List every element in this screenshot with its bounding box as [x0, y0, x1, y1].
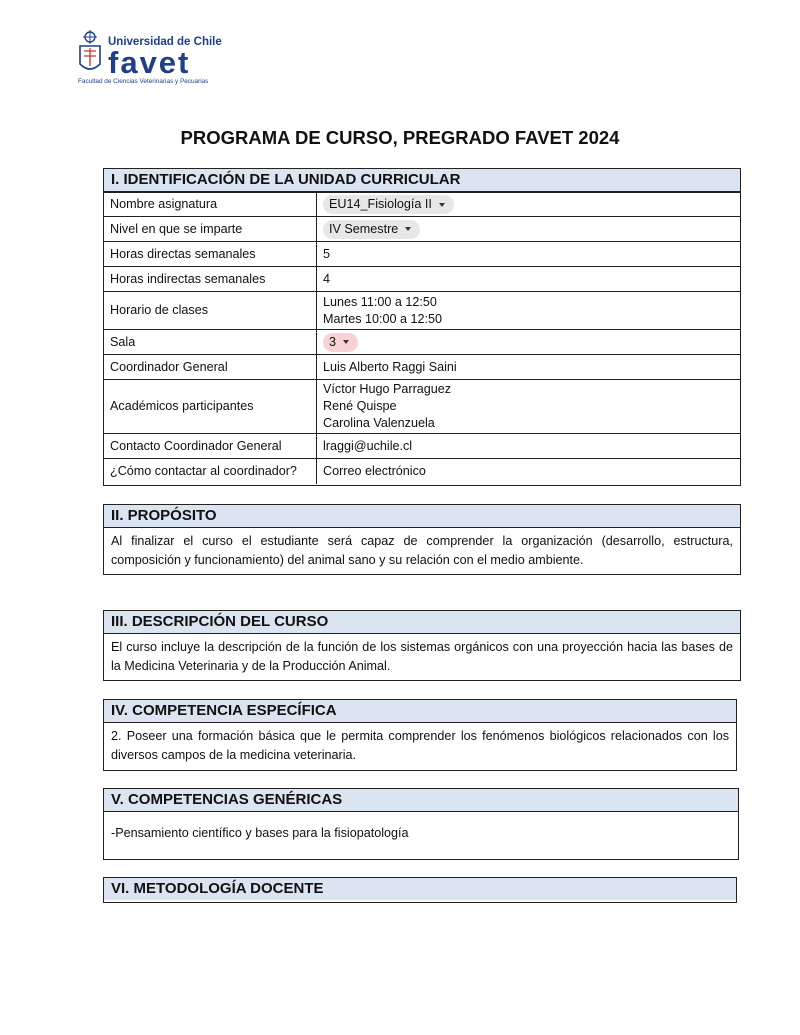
chevron-down-icon [439, 203, 445, 207]
level-value: IV Semestre [329, 221, 399, 236]
section-identificacion [103, 168, 741, 486]
table-row [104, 459, 740, 484]
row-value [317, 380, 741, 434]
chevron-down-icon [343, 340, 349, 344]
section-competencias-genericas-heading: V. COMPETENCIAS GENÉRICAS [104, 789, 738, 812]
table-row [104, 242, 740, 267]
section-competencia-especifica [103, 699, 737, 771]
section-competencia-especifica-heading: IV. COMPETENCIA ESPECÍFICA [104, 700, 736, 723]
academic-name: René Quispe [323, 399, 397, 413]
table-row [104, 380, 740, 434]
row-value [317, 292, 741, 330]
logo-wordmark: favet [108, 45, 191, 80]
row-value: Luis Alberto Raggi Saini [317, 355, 741, 380]
row-value: 4 [317, 267, 741, 292]
table-row [104, 217, 740, 242]
section-descripcion [103, 610, 741, 681]
room-dropdown[interactable] [323, 333, 358, 352]
level-dropdown[interactable] [323, 220, 420, 239]
row-label: Contacto Coordinador General [104, 434, 317, 459]
logo-university-text: Universidad de Chile [108, 36, 222, 48]
document-title: PROGRAMA DE CURSO, PREGRADO FAVET 2024 [180, 127, 620, 148]
row-value: 5 [317, 242, 741, 267]
row-value [317, 193, 741, 217]
row-label: Nombre asignatura [104, 193, 317, 217]
section-competencia-especifica-text: 2. Poseer una formación básica que le permita comprender los fenómenos biológicos relacionados con los diversos campos de la medicina veterinaria. [111, 729, 729, 762]
chevron-down-icon [405, 227, 411, 231]
table-row [104, 193, 740, 217]
row-value [317, 217, 741, 242]
subject-value: EU14_Fisiología II [329, 197, 432, 211]
section-proposito-heading: II. PROPÓSITO [104, 505, 740, 528]
section-metodologia [103, 877, 737, 903]
university-seal-icon [76, 30, 104, 78]
row-label: Nivel en que se imparte [104, 217, 317, 242]
section-competencias-genericas [103, 788, 739, 860]
table-row [104, 292, 740, 330]
section-proposito-text: Al finalizar el curso el estudiante será capaz de comprender la organización (desarrollo, estructura, composición y funcionamiento) del animal sano y su relación con el medio ambiente. [111, 534, 733, 567]
section-competencias-genericas-text: -Pensamiento científico y bases para la fisiopatología [111, 826, 409, 840]
logo-faculty-text: Facultad de Ciencias Veterinarias y Pecuarias [78, 78, 209, 85]
row-label: Horas directas semanales [104, 242, 317, 267]
row-value: Correo electrónico [317, 459, 741, 484]
row-label: Sala [104, 330, 317, 355]
row-value [317, 330, 741, 355]
subject-dropdown[interactable] [323, 195, 454, 214]
section-descripcion-heading: III. DESCRIPCIÓN DEL CURSO [104, 611, 740, 634]
coordinator-email: lraggi@uchile.cl [317, 434, 741, 459]
favet-logo [76, 30, 226, 88]
identification-table [104, 192, 740, 484]
section-metodologia-heading: VI. METODOLOGÍA DOCENTE [104, 878, 736, 900]
row-label: Horario de clases [104, 292, 317, 330]
section-proposito [103, 504, 741, 575]
section-identificacion-heading: I. IDENTIFICACIÓN DE LA UNIDAD CURRICULAR [104, 169, 740, 192]
table-row [104, 355, 740, 380]
schedule-line: Martes 10:00 a 12:50 [323, 311, 443, 326]
row-label: Académicos participantes [104, 380, 317, 434]
section-descripcion-text: El curso incluye la descripción de la función de los sistemas orgánicos con una proyección hacia las bases de la Medicina Veterinaria y de la Producción Animal. [111, 640, 733, 673]
table-row [104, 267, 740, 292]
row-label: ¿Cómo contactar al coordinador? [104, 459, 317, 484]
row-label: Coordinador General [104, 355, 317, 380]
academic-name: Carolina Valenzuela [323, 416, 435, 430]
academic-name: Víctor Hugo Parraguez [323, 382, 452, 396]
schedule-line: Lunes 11:00 a 12:50 [323, 294, 437, 309]
room-value: 3 [329, 334, 337, 349]
table-row [104, 330, 740, 355]
table-row [104, 434, 740, 459]
row-label: Horas indirectas semanales [104, 267, 317, 292]
